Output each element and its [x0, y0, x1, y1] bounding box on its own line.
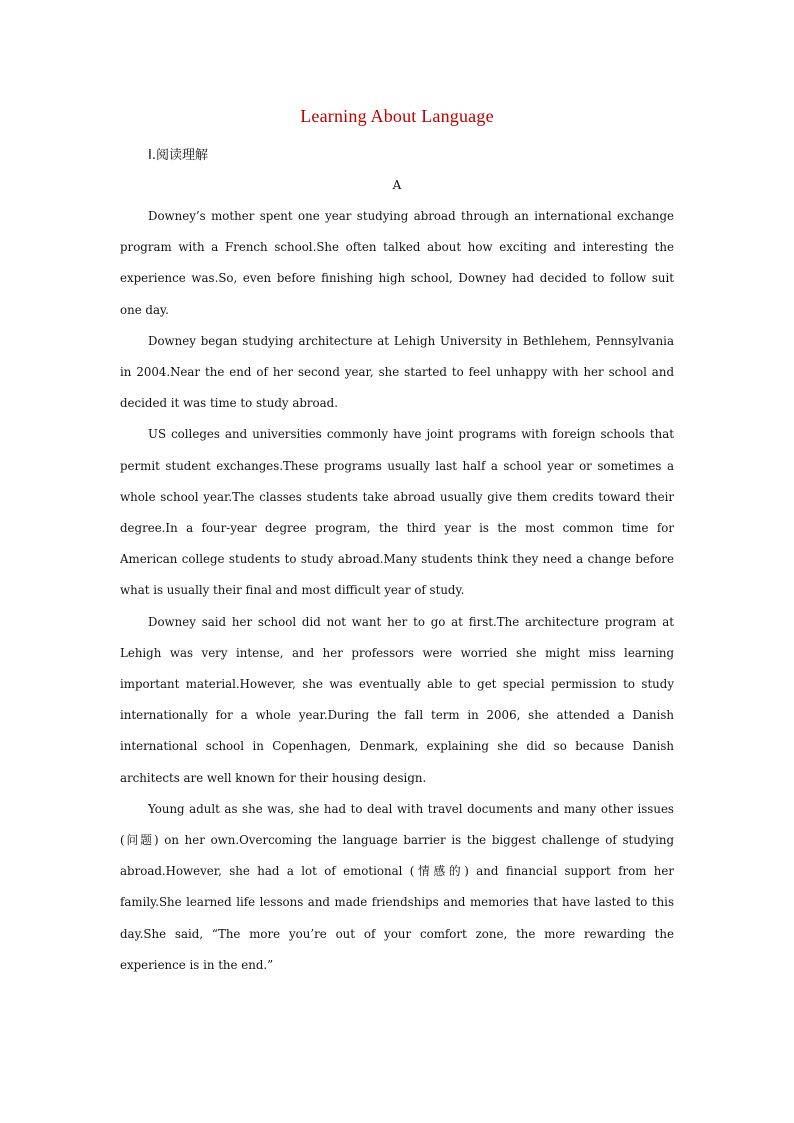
paragraph-5: Young adult as she was, she had to deal with travel documents and many other issues (问题) on her own.Overcoming the language barrier is the biggest challenge of studying abroad.However, she had a lot of emotional (情感的) and financial support from her family.She learned life lessons and made friendships and memories that have lasted to this day.She said, “The more you’re out of your comfort zone, the more rewarding the experience is in the end.” [120, 801, 674, 972]
page-title: Learning About Language [300, 106, 494, 126]
paragraph-1: Downey’s mother spent one year studying abroad through an international exchange program with a French school.She often talked about how exciting and interesting the experience was.So, even before finishing high school, Downey had decided to follow suit one day. [120, 209, 674, 317]
paragraph-4: Downey said her school did not want her to go at first.The architecture program at Lehigh was very intense, and her professors were worried she might miss learning important material.However, she was eventually able to get special permission to study internationally for a whole year.During the fall term in 2006, she attended a Danish international school in Copenhagen, Denmark, explaining she did so because Danish architects are well known for their housing design. [120, 614, 674, 785]
section-heading: Ⅰ.阅读理解 [148, 148, 208, 163]
paragraph-3: US colleges and universities commonly have joint programs with foreign schools that permit student exchanges.These programs usually last half a school year or sometimes a whole school year.The classes students take abroad usually give them credits toward their degree.In a four-year degree program, the third year is the most common time for American college students to study abroad.Many students think they need a change before what is usually their final and most difficult year of study. [120, 427, 674, 598]
part-label: A [392, 178, 402, 192]
paragraph-2: Downey began studying architecture at Lehigh University in Bethlehem, Pennsylvania in 2004.Near the end of her second year, she started to feel unhappy with her school and decided it was time to study abroad. [120, 333, 674, 411]
passage-body [120, 201, 674, 981]
